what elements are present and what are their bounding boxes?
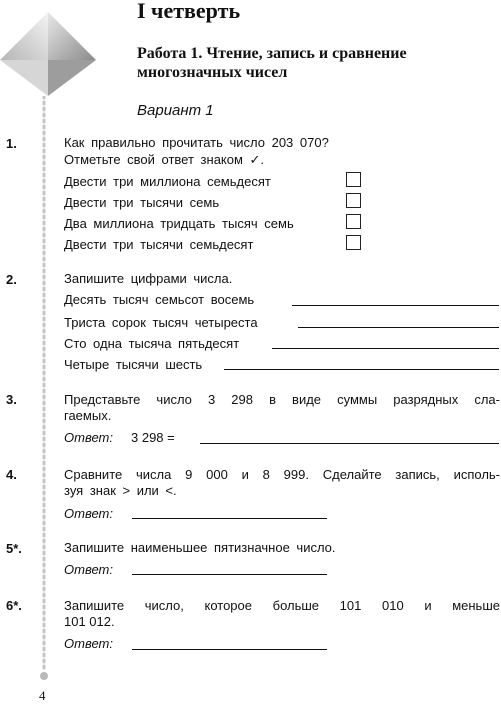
q2-answer-line-2[interactable]: [298, 327, 499, 328]
q3-answer-label: Ответ:: [64, 430, 113, 445]
q2-item-1: Десять тысяч семьсот восемь: [64, 292, 255, 307]
corner-decoration: [0, 0, 96, 100]
page-number: 4: [39, 688, 46, 703]
q2-answer-line-3[interactable]: [272, 348, 499, 349]
q3-text-line2: гаемых.: [64, 408, 112, 423]
q2-answer-line-4[interactable]: [224, 369, 499, 370]
quarter-title: I четверть: [137, 0, 241, 23]
question-number-6: 6*.: [6, 598, 22, 613]
q1-text-line2: Отметьте свой ответ знаком ✓.: [64, 152, 265, 167]
question-number-3: 3.: [6, 392, 17, 407]
question-number-2: 2.: [6, 272, 17, 287]
q6-answer-line[interactable]: [132, 649, 327, 650]
q2-item-3: Сто одна тысяча пятьдесят: [64, 336, 240, 351]
q1-checkbox-1[interactable]: [346, 172, 361, 187]
q6-answer-label: Ответ:: [64, 636, 113, 651]
q3-answer-prefix: 3 298 =: [131, 430, 175, 445]
q2-item-4: Четыре тысячи шесть: [64, 357, 203, 372]
q5-answer-label: Ответ:: [64, 562, 113, 577]
work-title: Работа 1. Чтение, запись и сравнение многозначных чисел: [137, 45, 407, 81]
q4-answer-label: Ответ:: [64, 506, 113, 521]
q3-answer-line[interactable]: [200, 443, 499, 444]
q4-text-line1: Сравните числа 9 000 и 8 999. Сделайте запись, исполь-: [64, 467, 500, 482]
q6-text-line2: 101 012.: [64, 614, 115, 629]
q1-option-4: Двести три тысячи семьдесят: [64, 237, 254, 252]
q6-text-line1: Запишите число, которое больше 101 010 и меньше: [64, 598, 500, 613]
q1-checkbox-4[interactable]: [346, 235, 361, 250]
q5-prompt: Запишите наименьшее пятизначное число.: [64, 540, 336, 555]
q4-text-line2: зуя знак > или <.: [64, 483, 177, 498]
q5-answer-line[interactable]: [132, 574, 327, 575]
q2-prompt: Запишите цифрами числа.: [64, 271, 233, 286]
q2-item-2: Триста сорок тысяч четыреста: [64, 315, 258, 330]
rail-end-dot: [40, 672, 48, 680]
q1-option-3: Два миллиона тридцать тысяч семь: [64, 216, 294, 231]
q1-checkbox-3[interactable]: [346, 214, 361, 229]
q1-option-1: Двести три миллиона семьдесят: [64, 174, 271, 189]
q2-answer-line-1[interactable]: [292, 305, 499, 306]
variant-label: Вариант 1: [137, 102, 214, 119]
dotted-margin-rail: [42, 96, 46, 676]
q1-text-line1: Как правильно прочитать число 203 070?: [64, 135, 329, 150]
q3-text-line1: Представьте число 3 298 в виде суммы разрядных сла-: [64, 392, 500, 407]
q4-answer-line[interactable]: [132, 518, 327, 519]
question-number-4: 4.: [6, 467, 17, 482]
q1-option-2: Двести три тысячи семь: [64, 195, 220, 210]
question-number-5: 5*.: [6, 541, 22, 556]
question-number-1: 1.: [6, 136, 17, 151]
q1-checkbox-2[interactable]: [346, 193, 361, 208]
